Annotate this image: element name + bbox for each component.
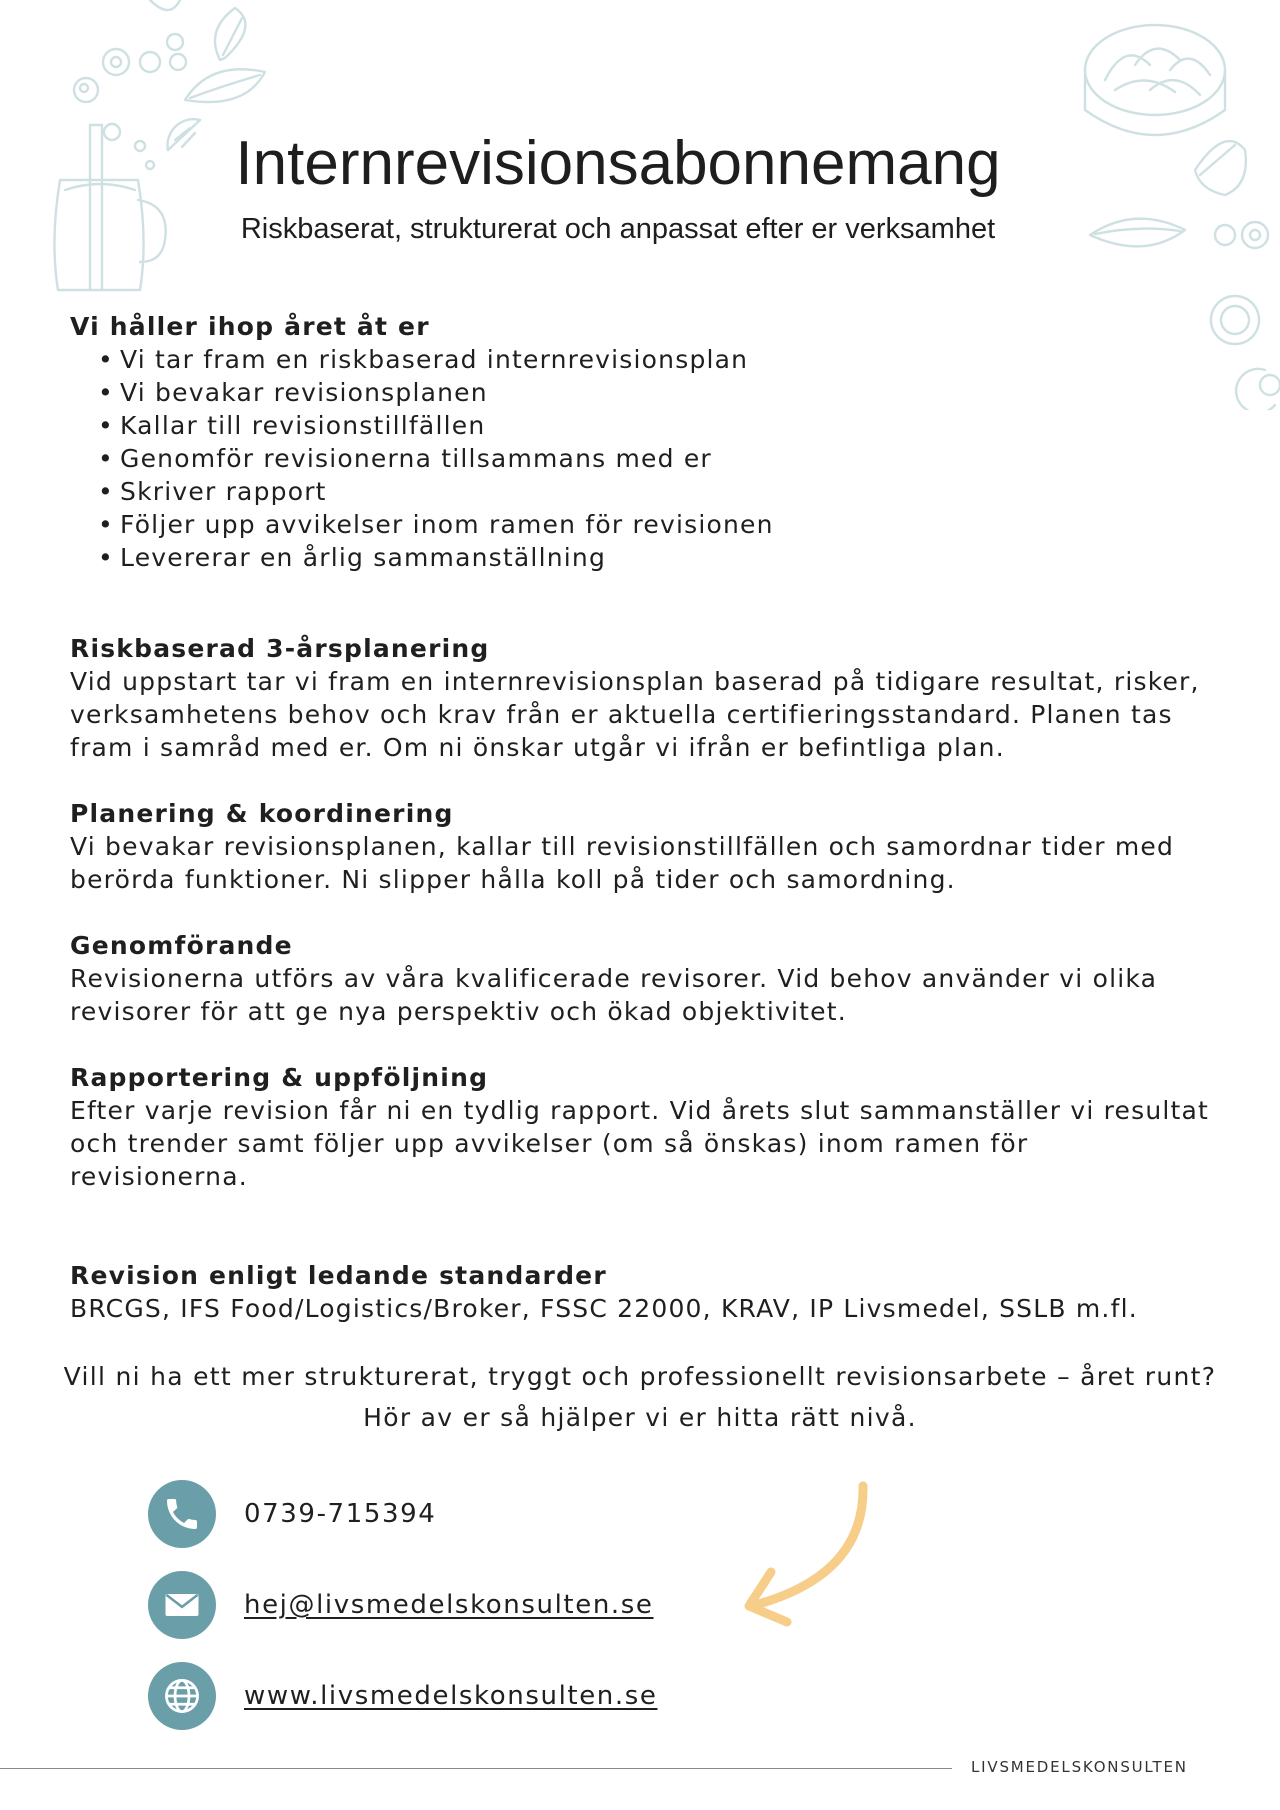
section-line: Efter varje revision får ni en tydlig rapport. Vid årets slut sammanställer vi resultat — [70, 1096, 1210, 1125]
section-standards — [70, 1259, 1210, 1325]
cta-invite: Hör av er så hjälper vi er hitta rätt nivå. — [363, 1403, 917, 1432]
section-coordination — [70, 797, 1210, 896]
website-link[interactable]: www.livsmedelskonsulten.se — [244, 1681, 658, 1711]
mail-icon — [148, 1571, 216, 1639]
contact-website-row — [148, 1662, 657, 1730]
phone-number[interactable]: 0739-715394 — [244, 1499, 437, 1529]
list-item: • Vi bevakar revisionsplanen — [98, 376, 1210, 409]
section-heading: Riskbaserad 3-årsplanering — [70, 634, 490, 663]
phone-icon — [148, 1480, 216, 1548]
list-item: • Skriver rapport — [98, 475, 1210, 508]
section-line: berörda funktioner. Ni slipper hålla koll på tider och samordning. — [70, 865, 956, 894]
cta-question: Vill ni ha ett mer strukturerat, tryggt och professionellt revisionsarbete – året runt? — [63, 1362, 1217, 1391]
globe-icon — [148, 1662, 216, 1730]
list-item: • Vi tar fram en riskbaserad internrevisionsplan — [98, 343, 1210, 376]
section-heading: Genomförande — [70, 931, 293, 960]
contact-email-row — [148, 1571, 654, 1639]
section-line: fram i samråd med er. Om ni önskar utgår vi ifrån er befintliga plan. — [70, 733, 1005, 762]
section-heading: Rapportering & uppföljning — [70, 1063, 489, 1092]
contact-phone-row — [148, 1480, 436, 1548]
section-line: Revisionerna utförs av våra kvalificerade revisorer. Vid behov använder vi olika — [70, 964, 1158, 993]
list-item: • Genomför revisionerna tillsammans med er — [98, 442, 1210, 475]
page-subtitle: Riskbaserat, strukturerat och anpassat efter er verksamhet — [240, 213, 996, 245]
list-item: • Kallar till revisionstillfällen — [98, 409, 1210, 442]
email-link[interactable]: hej@livsmedelskonsulten.se — [244, 1590, 654, 1620]
standards-heading: Revision enligt ledande standarder — [70, 1261, 607, 1290]
footer-brand: LIVSMEDELSKONSULTEN — [971, 1758, 1188, 1776]
curved-arrow-icon — [735, 1480, 875, 1630]
list-item: • Levererar en årlig sammanställning — [98, 541, 1210, 574]
section-line: revisorer för att ge nya perspektiv och ökad objektivitet. — [70, 997, 847, 1026]
list-item: • Följer upp avvikelser inom ramen för revisionen — [98, 508, 1210, 541]
section-line: verksamhetens behov och krav från er aktuella certifieringsstandard. Planen tas — [70, 700, 1173, 729]
section-planning-3yr — [70, 632, 1210, 764]
section-reporting — [70, 1061, 1210, 1193]
main-content — [70, 310, 1210, 1325]
section-execution — [70, 929, 1210, 1028]
section-line: och trender samt följer upp avvikelser (om så önskas) inom ramen för revisionerna. — [70, 1129, 1029, 1191]
intro-section — [70, 310, 1210, 574]
intro-heading: Vi håller ihop året åt er — [70, 312, 430, 341]
footer-divider — [0, 1768, 952, 1769]
standards-text: BRCGS, IFS Food/Logistics/Broker, FSSC 22000, KRAV, IP Livsmedel, SSLB m.fl. — [70, 1294, 1138, 1323]
page-title: Internrevisionsabonnemang — [235, 129, 1001, 198]
intro-list — [70, 343, 1210, 574]
section-line: Vi bevakar revisionsplanen, kallar till revisionstillfällen och samordnar tider med — [70, 832, 1175, 861]
section-heading: Planering & koordinering — [70, 799, 454, 828]
section-line: Vid uppstart tar vi fram en internrevisionsplan baserad på tidigare resultat, risker, — [70, 667, 1200, 696]
